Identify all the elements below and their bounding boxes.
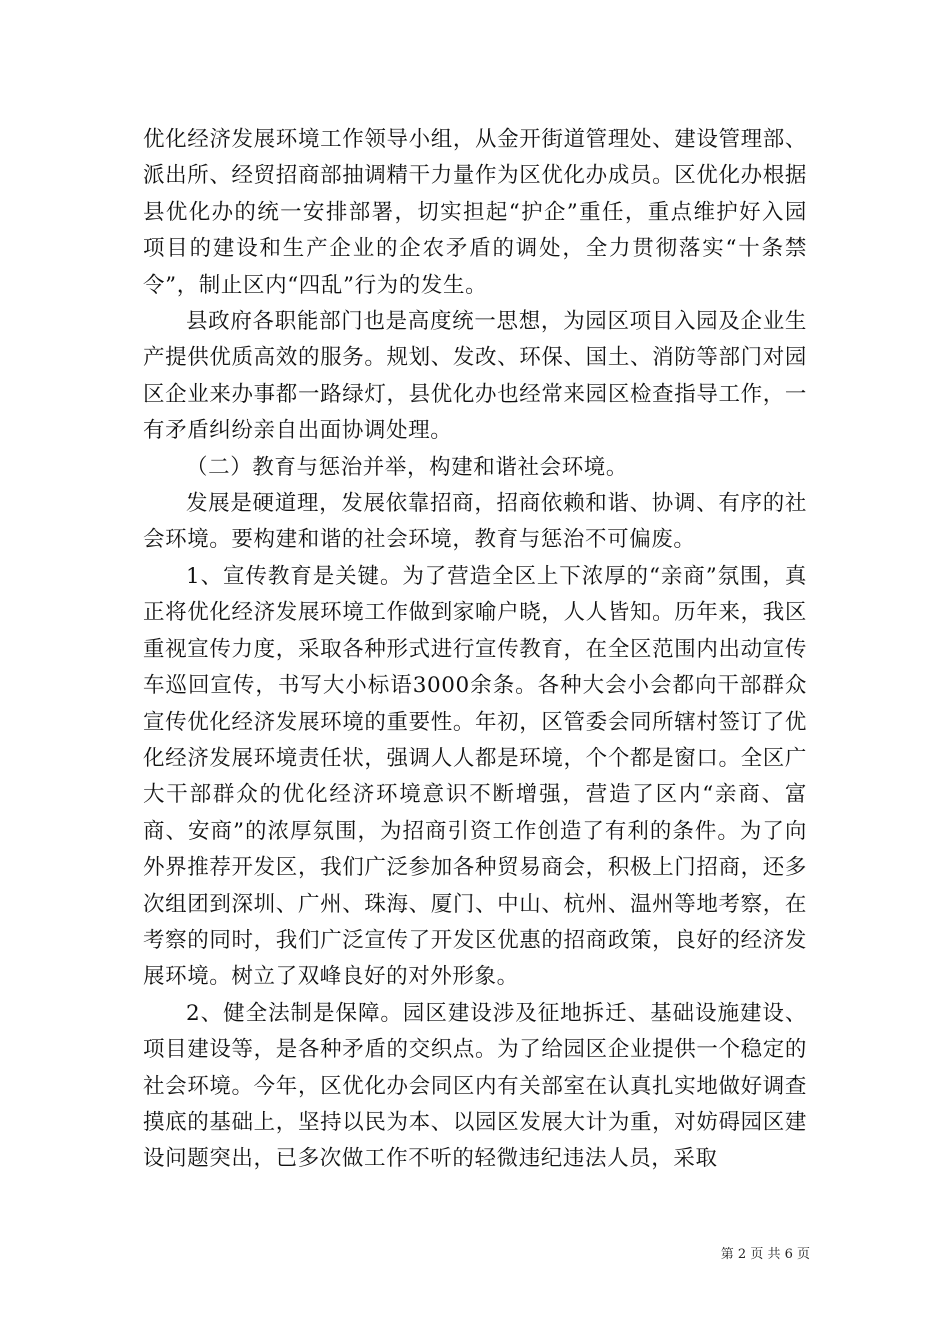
paragraph-development-principle: 发展是硬道理，发展依靠招商，招商依赖和谐、协调、有序的社会环境。要构建和谐的社会环境，教育与惩治不可偏废。 <box>143 491 807 553</box>
paragraph-continuation: 优化经济发展环境工作领导小组，从金开街道管理处、建设管理部、派出所、经贸招商部抽调精干力量作为区优化办成员。区优化办根据县优化办的统一安排部署，切实担起“护企”重任，重点维护好入园项目的建设和生产企业的企农矛盾的调处，全力贯彻落实“十条禁令”，制止区内“四乱”行为的发生。 <box>143 127 807 298</box>
paragraph-legal-system: 2、健全法制是保障。园区建设涉及征地拆迁、基础设施建设、项目建设等，是各种矛盾的交织点。为了给园区企业提供一个稳定的社会环境。今年，区优化办会同区内有关部室在认真扎实地做好调查摸底的基础上，坚持以民为本、以园区发展大计为重，对妨碍园区建设问题突出，已多次做工作不听的轻微违纪违法人员，采取 <box>143 1000 807 1172</box>
paragraph-government-departments: 县政府各职能部门也是高度统一思想，为园区项目入园及企业生产提供优质高效的服务。规划、发改、环保、国土、消防等部门对园区企业来办事都一路绿灯，县优化办也经常来园区检查指导工作，一有矛盾纠纷亲自出面协调处理。 <box>143 309 807 444</box>
document-body <box>143 122 807 1178</box>
page-number-footer: 第 2 页 共 6 页 <box>720 1247 810 1262</box>
paragraph-publicity-education: 1、宣传教育是关键。为了营造全区上下浓厚的“亲商”氛围，真正将优化经济发展环境工作做到家喻户晓，人人皆知。历年来，我区重视宣传力度，采取各种形式进行宣传教育，在全区范围内出动宣传车巡回宣传，书写大小标语3000余条。各种大会小会都向干部群众宣传优化经济发展环境的重要性。年初，区管委会同所辖村签订了优化经济发展环境责任状，强调人人都是环境，个个都是窗口。全区广大干部群众的优化经济环境意识不断增强，营造了区内“亲商、富商、安商”的浓厚氛围，为招商引资工作创造了有利的条件。为了向外界推荐开发区，我们广泛参加各种贸易商会，积极上门招商，还多次组团到深圳、广州、珠海、厦门、中山、杭州、温州等地考察，在考察的同时，我们广泛宣传了开发区优惠的招商政策，良好的经济发展环境。树立了双峰良好的对外形象。 <box>143 563 807 990</box>
section-heading-education: （二）教育与惩治并举，构建和谐社会环境。 <box>186 454 629 480</box>
